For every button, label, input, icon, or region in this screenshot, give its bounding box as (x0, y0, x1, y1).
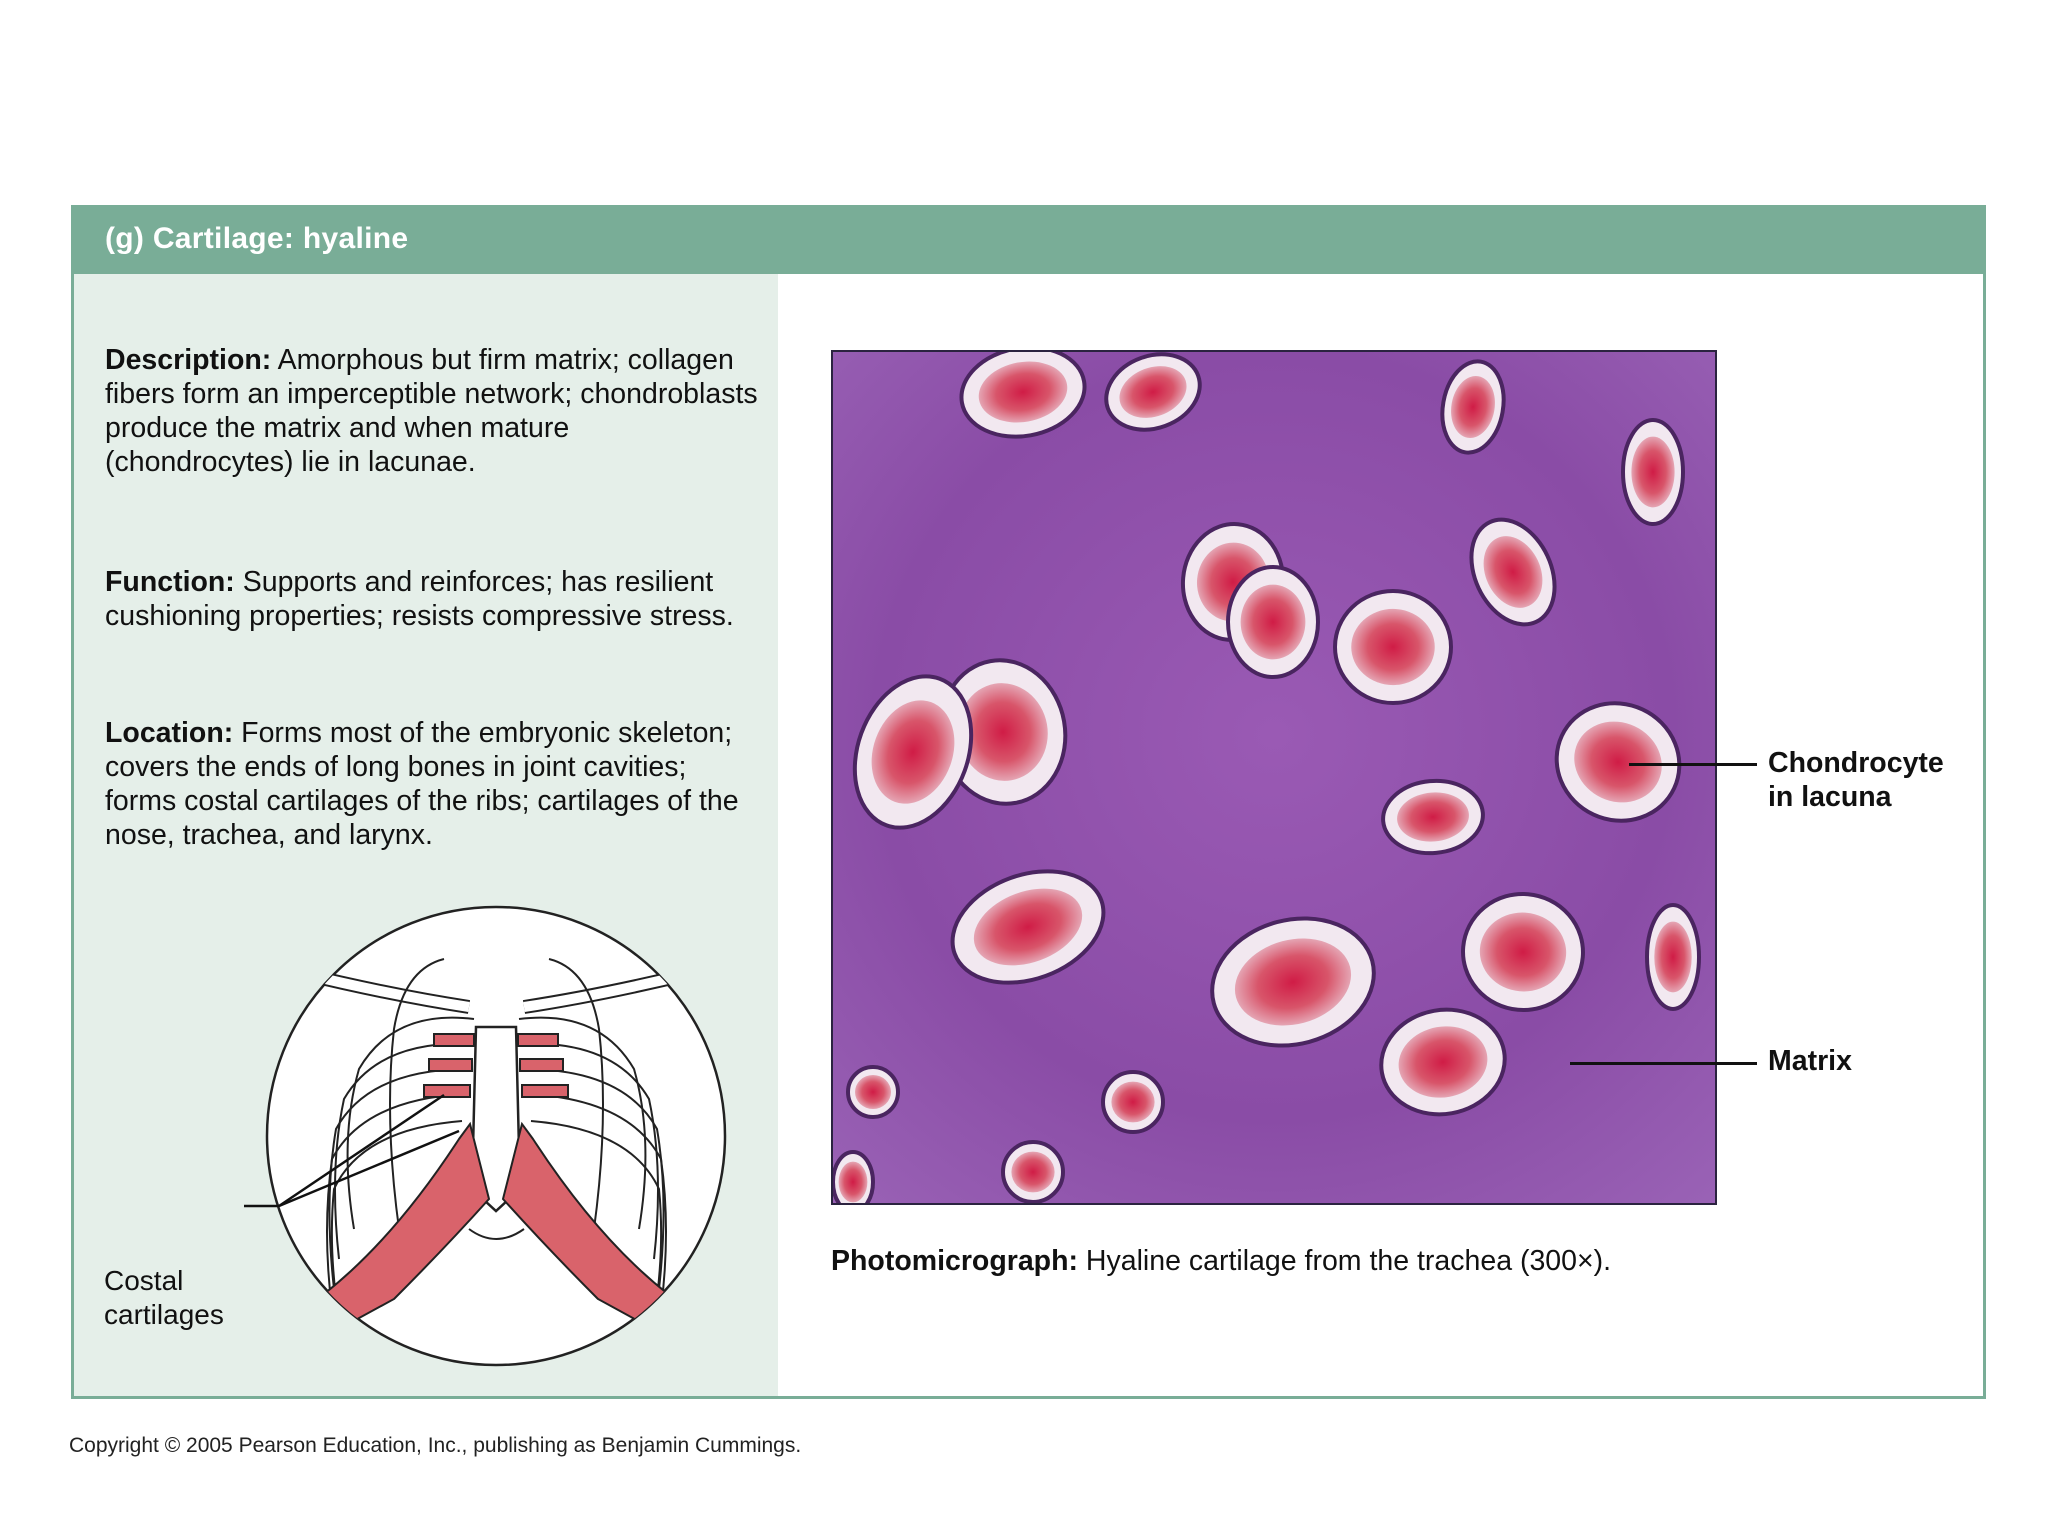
location-label: Location: (105, 717, 234, 749)
costal-label-line2: cartilages (104, 1299, 224, 1330)
costal-cartilage-l2 (429, 1059, 472, 1071)
chondrocyte (855, 1075, 891, 1109)
function-block (105, 565, 760, 633)
chondrocyte (1241, 585, 1306, 660)
chondrocyte (1111, 1082, 1154, 1123)
costal-cartilage-r1 (518, 1034, 558, 1046)
photomicrograph (831, 350, 1717, 1205)
costal-cartilage-r3 (522, 1085, 568, 1097)
ribcage-illustration (244, 899, 744, 1369)
photomicrograph-caption (831, 1245, 1611, 1278)
copyright-notice: Copyright © 2005 Pearson Education, Inc., publishing as Benjamin Cummings. (69, 1434, 802, 1457)
chondrocyte-label (1768, 746, 1944, 814)
lacuna (1335, 591, 1451, 703)
lacuna (848, 1067, 898, 1117)
chondrocyte (1654, 922, 1691, 993)
lacuna (1228, 567, 1318, 677)
costal-label-line1: Costal (104, 1265, 184, 1296)
location-text: Forms most of the embryonic skeleton; covers the ends of long bones in joint cavities; forms costal cartilages of the ribs; cartilages of the nose, trachea, and larynx. (105, 717, 739, 851)
costal-cartilage-l3 (424, 1085, 470, 1097)
lacuna (1647, 905, 1699, 1009)
chondrocyte (1631, 437, 1674, 508)
chondrocyte (1351, 609, 1435, 685)
caption-label: Photomicrograph: (831, 1245, 1078, 1277)
chondrocyte-label-line2: in lacuna (1768, 781, 1892, 813)
photomicrograph-image (833, 352, 1715, 1203)
chondrocyte (1011, 1152, 1054, 1193)
figure-header (74, 208, 1983, 274)
figure-frame (71, 205, 1986, 1399)
costal-cartilages-label (104, 1264, 224, 1332)
lacuna (1623, 420, 1683, 524)
costal-cartilage-l1 (434, 1034, 474, 1046)
function-label: Function: (105, 566, 235, 598)
function-text: Supports and reinforces; has resilient cushioning properties; resists compressive stress. (105, 566, 734, 632)
info-panel (74, 274, 778, 1396)
location-block (105, 716, 760, 852)
lacuna (1003, 1142, 1063, 1202)
chondrocyte-leader (1629, 763, 1757, 766)
description-block (105, 343, 760, 479)
matrix-label: Matrix (1768, 1045, 1852, 1077)
costal-cartilage-r2 (520, 1059, 563, 1071)
caption-text: Hyaline cartilage from the trachea (300×). (1085, 1245, 1612, 1277)
lacuna (1103, 1072, 1163, 1132)
lacuna (833, 1152, 873, 1203)
chondrocyte-label-line1: Chondrocyte (1768, 747, 1944, 779)
chondrocyte (839, 1162, 868, 1203)
description-text: Amorphous but firm matrix; collagen fibers form an imperceptible network; chondroblasts produce the matrix and when mature (chondrocytes) lie in lacunae. (105, 344, 758, 478)
description-label: Description: (105, 344, 272, 376)
figure-title: (g) Cartilage: hyaline (105, 222, 409, 255)
matrix-leader (1570, 1062, 1757, 1065)
